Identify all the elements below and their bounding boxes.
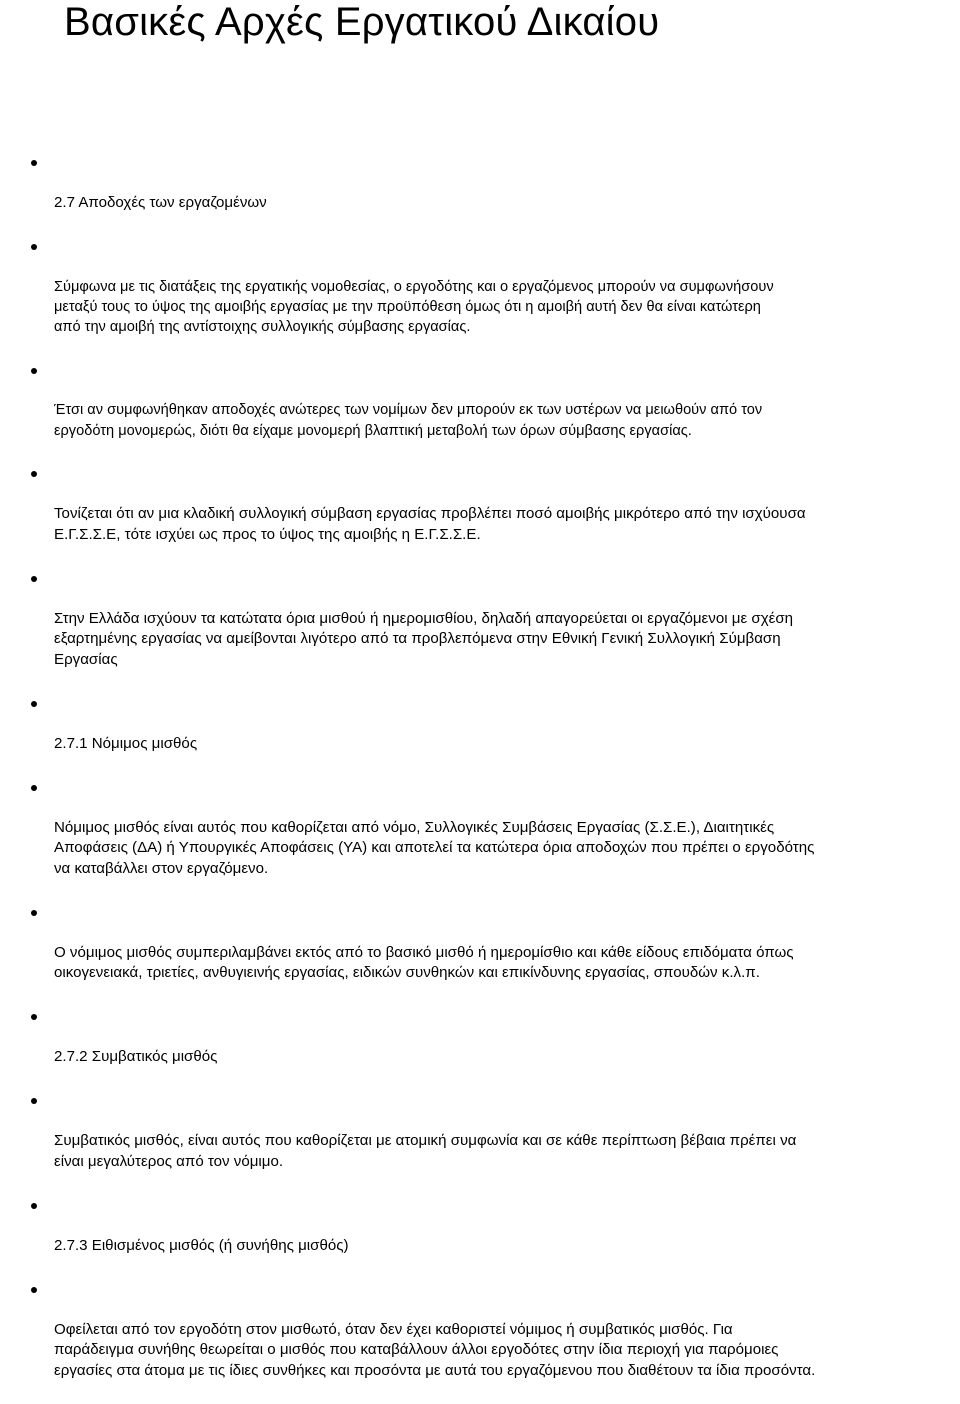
bullet-text: 2.7 Αποδοχές των εργαζομένων — [54, 194, 267, 211]
bullet-dot-icon — [31, 1203, 37, 1209]
bullet-section-2-7-3 — [20, 1195, 960, 1277]
bullet-dot-icon — [31, 1098, 37, 1104]
bullet-dot-icon — [31, 244, 37, 250]
bullet-text: Νόμιμος μισθός είναι αυτός που καθορίζεται από νόμο, Συλλογικές Συμβάσεις Εργασίας (Σ.Σ.Ε.), Διαιτητικές Αποφάσεις (ΔΑ) ή Υπουργικές Αποφάσεις (ΥΑ) και αποτελεί τα κατώτερα όρια αποδοχών που πρέπει ο εργοδότης να καταβάλλει στον εργαζόμενο. — [54, 818, 815, 877]
bullet-dot-icon — [31, 1014, 37, 1020]
bullet-item — [20, 1090, 960, 1193]
bullet-text: Στην Ελλάδα ισχύουν τα κατώτατα όρια μισθού ή ημερομισθίου, δηλαδή απαγορεύεται οι εργαζόμενοι με σχέση εξαρτημένης εργασίας να αμείβονται λιγότερο από τα προβλεπόμενα στην Εθνική Γενική Συλλογική Σύμβαση Εργασίας — [54, 609, 794, 668]
bullet-text: Έτσι αν συμφωνήθηκαν αποδοχές ανώτερες των νομίμων δεν μπορούν εκ των υστέρων να μειωθούν από τον εργοδότη μονομερώς, διότι θα είχαμε μονομερή βλαπτική μεταβολή των όρων σύμβασης εργασίας. — [54, 402, 763, 439]
bullet-item — [20, 902, 960, 1005]
bullet-dot-icon — [31, 785, 37, 791]
bullet-dot-icon — [31, 471, 37, 477]
bullet-dot-icon — [31, 160, 37, 166]
bullet-dot-icon — [31, 910, 37, 916]
bullet-text: 2.7.3 Ειθισμένος μισθός (ή συνήθης μισθός) — [54, 1236, 349, 1254]
bullet-list — [20, 152, 960, 1404]
bullet-dot-icon — [31, 1287, 37, 1293]
bullet-dot-icon — [31, 368, 37, 374]
bullet-text: 2.7.1 Νόμιμος μισθός — [54, 734, 198, 752]
bullet-text: Συμβατικός μισθός, είναι αυτός που καθορίζεται με ατομική συμφωνία και σε κάθε περίπτωση βέβαια πρέπει να είναι μεγαλύτερος από τον νόμιμο. — [54, 1132, 797, 1170]
bullet-dot-icon — [31, 701, 37, 707]
bullet-item — [20, 463, 960, 566]
bullet-section-2-7 — [20, 152, 960, 234]
bullet-dot-icon — [31, 576, 37, 582]
bullet-text: Ο νόμιμος μισθός συμπεριλαμβάνει εκτός από το βασικό μισθό ή ημερομίσθιο και κάθε είδους επιδόματα όπως οικογενειακά, τριετίες, ανθυγιεινής εργασίας, ειδικών συνθηκών και επικίνδυνης εργασίας, σπουδών κ.λ.π. — [54, 943, 794, 982]
bullet-text: Οφείλεται από τον εργοδότη στον μισθωτό, όταν δεν έχει καθοριστεί νόμιμος ή συμβατικός μισθός. Για παράδειγμα συνήθης θεωρείται ο μισθός που καταβάλλουν άλλοι εργοδότες στην ίδια περιοχή για παρόμοιες εργασίες στα άτομα με τις ίδιες συνθήκες και προσόντα με αυτά του εργαζόμενου που διαθέτουν τα ίδια προσόντα. — [54, 1320, 816, 1379]
slide-title: Βασικές Αρχές Εργατικού Δικαίου — [64, 0, 660, 44]
bullet-item — [20, 777, 960, 900]
bullet-item — [20, 236, 960, 358]
bullet-section-2-7-2 — [20, 1006, 960, 1088]
bullet-item — [20, 568, 960, 691]
bullet-text: 2.7.2 Συμβατικός μισθός — [54, 1048, 218, 1066]
bullet-item — [20, 360, 960, 461]
bullet-item — [20, 1279, 960, 1402]
bullet-text: Τονίζεται ότι αν μια κλαδική συλλογική σύμβαση εργασίας προβλέπει ποσό αμοιβής μικρότερο από την ισχύουσα Ε.Γ.Σ.Σ.Ε, τότε ισχύει ως προς το ύψος της αμοιβής η Ε.Γ.Σ.Σ.Ε. — [54, 505, 806, 543]
bullet-section-2-7-1 — [20, 693, 960, 775]
bullet-text: Σύμφωνα με τις διατάξεις της εργατικής νομοθεσίας, ο εργοδότης και ο εργαζόμενος μπορούν να συμφωνήσουν μεταξύ τους το ύψος της αμοιβής εργασίας με την προϋπόθεση όμως ότι η αμοιβή αυτή δεν θα είναι κατώτερη από την αμοιβή της αντίστοιχης συλλογικής σύμβασης εργασίας. — [54, 278, 774, 336]
